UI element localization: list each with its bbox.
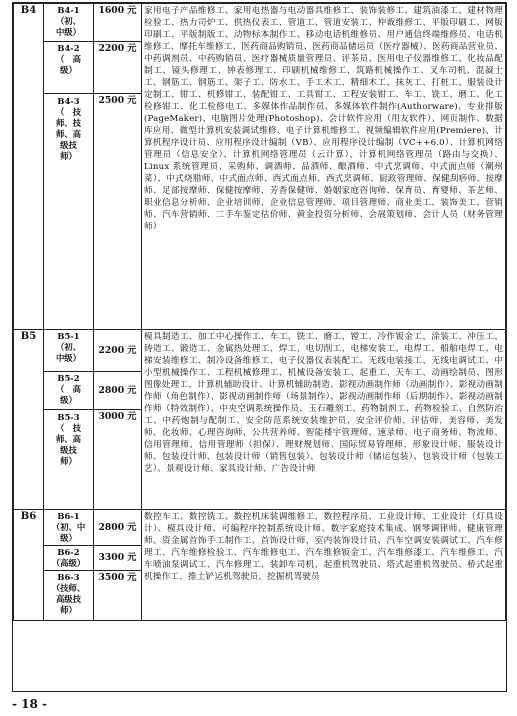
level-cell: B5-1 （初、 中级） <box>44 330 94 372</box>
occupation-list: 数控车工、数控铣工、数控机床装调维修工、数控程序员、工业设计师、工业设计（灯具设计）、模具设计师、可编程序控制系统设计师、数字家庭技术集成、钢琴调律师、健康管理师、资金属首饰手工制作工、首饰设计师、室内装饰设计员、汽车空调安装调试工、汽车修理工、汽车维修检验工、汽车维修电工、汽车维修钣金工、汽车维修漆工、汽车维修工、汽车喷油泵调试工、汽车修理工、装卸车司机、起重机驾驶员、塔式起重机驾驶员、桥式起重机操作工、推土铲运机驾驶员、挖掘机驾驶员 <box>142 510 506 621</box>
level-cell: B5-2 （ 高 级） <box>44 372 94 410</box>
level-cell: B4-3 （ 技 师、技 师、高 级技 师） <box>44 94 94 330</box>
occupation-list: 模具制造工、加工中心操作工、车工、铣工、磨工、镗工、冷作钣金工、涂装工、冲压工、铸造工、锻造工、金属热处理工、焊工、电切削工、电梯安装工、电焊工、船舶电焊工、电梯安装维修工、制冷设备维修工、电子仪器仪表装配工、无线电装接工、无线电调试工、中小型机械操作工、工程机械修理工、机械设备安装工、起重工、天车工、动画绘制员、图形图像处理工、计算机辅助设计、计算机辅助制造、影视动画制作师（动画制作）、影视动画制作师（角色制作）、影视动画制作师（场景制作）、影视动画制作师（后期制作）、影视动画制作师（特效制作）、中央空调系统操作员、玉石雕刻工、药物制剂工、药物检验工、自然防治工、中药炮制与配制工、安全防范系统安装维护员、安全评价师、评估师、美容师、美发师、化妆师、心理咨询师、公共营养师、智能楼宇管理师、速录师、电子商务师、物流师、信用管理师、信用管理师（担保）、理财规划师、国际贸易管理师、形象设计师、服装设计师、包装设计师、包装设计师（销售包装）、包装设计师（储运包装）、包装设计师（包装工艺）、景观设计师、家具设计师、广告设计师 <box>142 330 506 510</box>
table-row <box>14 330 506 372</box>
category-cell: B6 <box>14 510 44 621</box>
salary-cell: 3500 元 <box>94 571 142 621</box>
level-cell: B6-3 （技师、 高级技 师） <box>44 571 94 621</box>
level-cell: B5-3 （ 技 师、高 级技 师） <box>44 410 94 510</box>
salary-cell: 3000 元 <box>94 410 142 510</box>
occupation-salary-table <box>13 3 506 621</box>
level-cell: B4-2 （ 高 级） <box>44 42 94 94</box>
salary-cell: 2800 元 <box>94 372 142 410</box>
level-cell: B6-2 （高级） <box>44 546 94 571</box>
category-cell: B4 <box>14 4 44 330</box>
salary-cell: 2200 元 <box>94 330 142 372</box>
salary-cell: 2200 元 <box>94 42 142 94</box>
table-row <box>14 510 506 546</box>
level-cell: B6-1 （初、中 级） <box>44 510 94 546</box>
page-number: - 18 - <box>12 697 48 711</box>
salary-cell: 3300 元 <box>94 546 142 571</box>
salary-cell: 1600 元 <box>94 4 142 42</box>
table-row <box>14 4 506 42</box>
salary-table-sheet <box>12 2 507 692</box>
salary-cell: 2500 元 <box>94 94 142 330</box>
salary-cell: 2800 元 <box>94 510 142 546</box>
category-cell: B5 <box>14 330 44 510</box>
level-cell: B4-1 （初、 中级） <box>44 4 94 42</box>
occupation-list: 家用电子产品维修工、家用电热器与电动器具维修工、装饰装修工、建筑油漆工、建材物理检验工、热力司炉工、供热仪表工、管道工、管道安装工、仲裁维修工、平版印刷工、网版印刷工、平版制版工、动物标本制作工、移动电话机维修员、用户通信终端维修员、电话机维修工、摩托车维修工、医药商品购销员、医药商品储运员（医疗器械）、医药商品营业员、中药调剂员、中药购销员、医疗器械质量管理员、评茶员、医用电子仪器维修工、化妆品配制工、镜头修理工、钟表修理工、印刷机械维修工、筑路机械操作工、叉车司机、混凝土工、钢筋工、钢筋工、架子工、防水工、手工木工、精细木工、抹灰工、打桩工、服装设计定制工、钳工、机修钳工、装配钳工、工具钳工、工程安装钳工、车工、铣工、磨工、化工检修钳工、化工检修电工、多媒体作品制作员、多媒体软件制作(Authorware)、专业排版(PageMaker)、电脑图片处理(Photoshop)、会计软件应用（用友软件）、网页制作、数据库应用、微型计算机安装调试维修、电子计算机维修工、视频编辑软件应用(Premiere)、计算机程序设计员、应用程序设计编制（VB）、应用程序设计编制（VC++6.0）、计算机网络管理员（信息安全）、计算机网络管理员（云计算）、计算机网络管理员（路由与交换）、Linux 系统管理员、采购师、调酒师、品酒师、酿酒师、中式烹调师、中式面点师（潮州菜）、中式烧腊师、中式面点师、西式面点师、西式烹调师、厨政管理师、保健刮痧师、按摩师、足部按摩师、保健按摩师、芳香保健师、婚姻家庭咨询师、保育员、育婴师、茶艺师、职业信息分析师、企业培训师、企业信息管理师、项目管理师、商业美工、装饰美工、营销师、汽车营销师、二手车鉴定估价师、黄金投资分析师、会展策划师、会计人员（财务管理师） <box>142 4 506 330</box>
